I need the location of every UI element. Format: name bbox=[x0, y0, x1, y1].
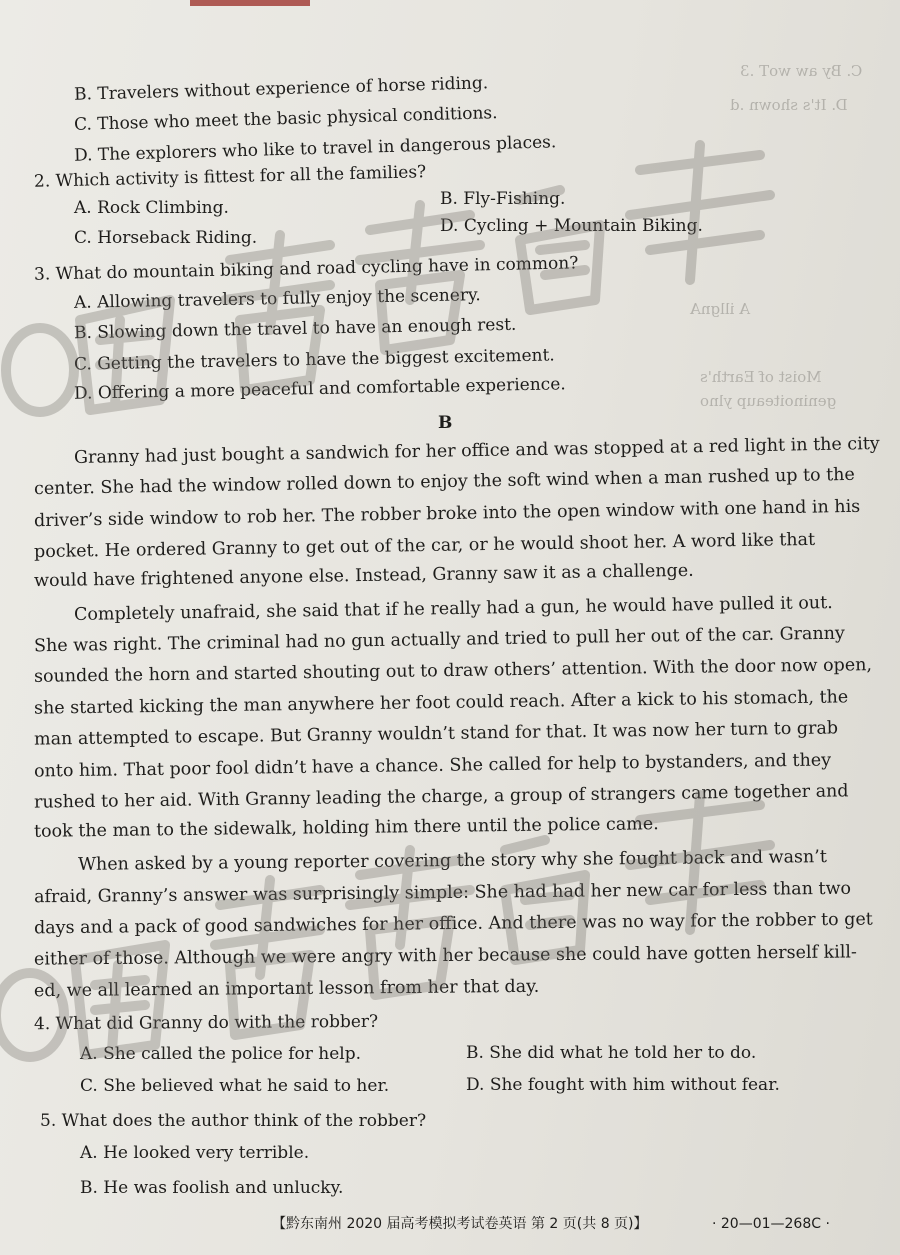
passage-line: When asked by a young reporter covering the story why she fought back and wasn’t bbox=[77, 847, 827, 875]
page-footer-title: 【黔东南州 2020 届高考模拟考试卷英语 第 2 页(共 8 页)】 bbox=[272, 1216, 648, 1232]
watermark-circle bbox=[6, 328, 74, 412]
q5-stem: 5. What does the author think of the robber? bbox=[40, 1111, 427, 1131]
passage-line: either of those. Although we were angry with her because she could have gotten herself kill- bbox=[33, 942, 857, 970]
bleed-through-text: geninoiteaup ylno bbox=[700, 392, 837, 410]
passage-line: sounded the horn and started shouting out to draw others’ attention. With the door now open, bbox=[33, 655, 873, 687]
passage-line: would have frightened anyone else. Instead, Granny saw it as a challenge. bbox=[33, 560, 694, 592]
q4-option-b: B. She did what he told her to do. bbox=[466, 1043, 757, 1063]
passage-line: she started kicking the man anywhere her foot could reach. After a kick to his stomach, the bbox=[33, 687, 849, 719]
q2-stem: 2. Which activity is fittest for all the families? bbox=[33, 162, 427, 192]
passage-line: Granny had just bought a sandwich for her office and was stopped at a red light in the city bbox=[73, 433, 880, 469]
page-top-strip bbox=[190, 0, 310, 6]
q3-stem: 3. What do mountain biking and road cycling have in common? bbox=[33, 253, 579, 285]
q2-option-b: B. Fly-Fishing. bbox=[440, 189, 566, 209]
passage-line: rushed to her aid. With Granny leading the charge, a group of strangers came together and bbox=[33, 781, 849, 813]
q2-option-d: D. Cycling + Mountain Biking. bbox=[440, 216, 703, 236]
passage-line: took the man to the sidewalk, holding him there until the police came. bbox=[33, 814, 659, 842]
passage-line: man attempted to escape. But Granny wouldn’t stand for that. It was now her turn to grab bbox=[33, 718, 839, 750]
q3-option-c: C. Getting the travelers to have the biggest excitement. bbox=[73, 345, 555, 375]
q1-option-c: C. Those who meet the basic physical conditions. bbox=[73, 103, 498, 135]
q3-option-d: D. Offering a more peaceful and comfortable experience. bbox=[73, 374, 566, 404]
q3-option-a: A. Allowing travelers to fully enjoy the scenery. bbox=[73, 285, 481, 313]
passage-line: onto him. That poor fool didn’t have a chance. She called for help to bystanders, and they bbox=[33, 750, 832, 782]
q1-option-b: B. Travelers without experience of horse riding. bbox=[73, 73, 489, 105]
q5-option-a: A. He looked very terrible. bbox=[80, 1143, 310, 1163]
passage-line: afraid, Granny’s answer was surprisingly simple: She had had her new car for less than two bbox=[33, 878, 852, 908]
passage-line: pocket. He ordered Granny to get out of the car, or he would shoot her. A word like that bbox=[33, 529, 816, 563]
q1-option-d: D. The explorers who like to travel in dangerous places. bbox=[73, 132, 557, 166]
q3-option-b: B. Slowing down the travel to have an enough rest. bbox=[73, 314, 517, 344]
q2-option-c: C. Horseback Riding. bbox=[74, 228, 258, 248]
q2-option-a: A. Rock Climbing. bbox=[74, 198, 229, 218]
watermark-glyph bbox=[630, 145, 770, 280]
passage-line: days and a pack of good sandwiches for her office. And there was no way for the robber to get bbox=[33, 909, 873, 939]
q4-option-d: D. She fought with him without fear. bbox=[466, 1075, 780, 1095]
passage-line: driver’s side window to rob her. The robber broke into the open window with one hand in his bbox=[33, 496, 861, 532]
passage-line: ed, we all learned an important lesson from her that day. bbox=[33, 976, 540, 1002]
page-footer-code: · 20—01—268C · bbox=[712, 1216, 830, 1232]
bleed-through-text: A illgnA bbox=[690, 300, 751, 318]
q4-option-c: C. She believed what he said to her. bbox=[80, 1076, 390, 1096]
passage-line: Completely unafraid, she said that if he really had a gun, he would have pulled it out. bbox=[73, 593, 833, 625]
bleed-through-text: D. It's shown .d bbox=[730, 96, 848, 114]
passage-line: center. She had the window rolled down to enjoy the soft wind when a man rushed up to the bbox=[33, 464, 856, 500]
q5-option-b: B. He was foolish and unlucky. bbox=[80, 1178, 344, 1198]
passage-line: She was right. The criminal had no gun actually and tried to pull her out of the car. Granny bbox=[33, 623, 845, 657]
bleed-through-text: C. By aw woT .3 bbox=[740, 62, 863, 80]
section-b-heading: B bbox=[438, 413, 453, 433]
q4-stem: 4. What did Granny do with the robber? bbox=[33, 1011, 379, 1035]
bleed-through-text: Moist of Earth's bbox=[700, 368, 822, 386]
q4-option-a: A. She called the police for help. bbox=[80, 1044, 362, 1064]
